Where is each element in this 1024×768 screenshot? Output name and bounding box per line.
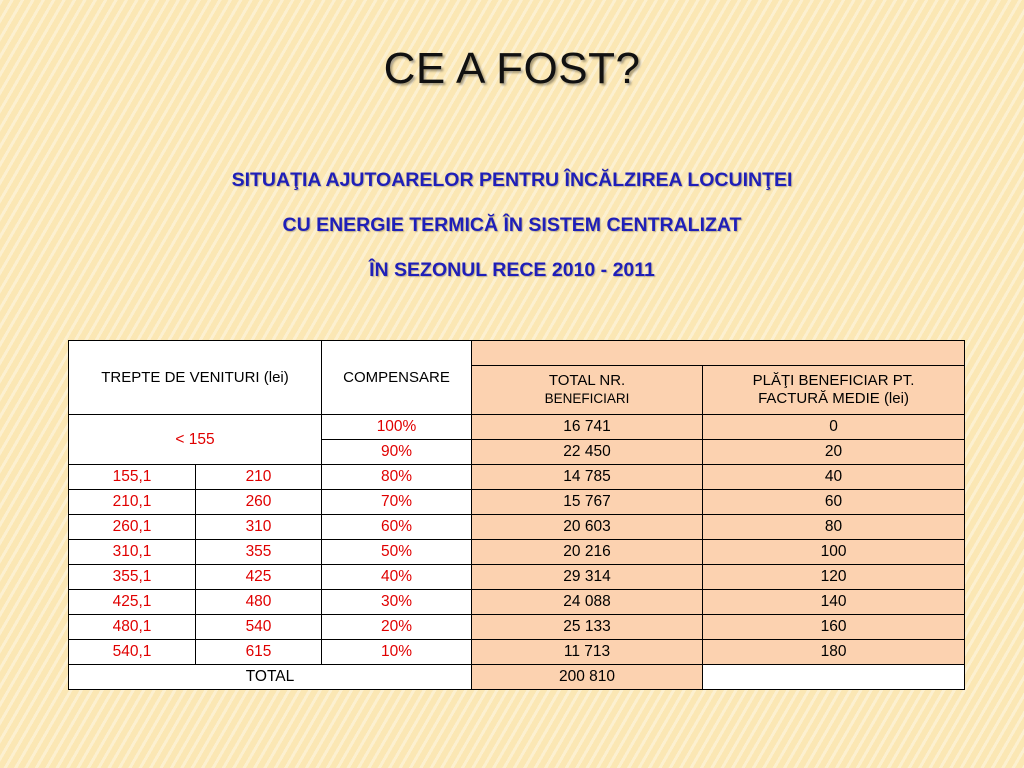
compensation-cell: 90% (322, 440, 472, 465)
subtitle-line-3: ÎN SEZONUL RECE 2010 - 2011 (369, 259, 655, 281)
subsidy-table (68, 340, 965, 690)
total-cell: 20 216 (472, 540, 703, 565)
header-payments-line2: FACTURĂ MEDIE (lei) (758, 390, 909, 407)
compensation-cell: 20% (322, 615, 472, 640)
table-row (69, 540, 965, 565)
income-to-cell: 210 (196, 465, 322, 490)
income-to-cell: 540 (196, 615, 322, 640)
income-from-cell: 540,1 (69, 640, 196, 665)
table-body (69, 341, 965, 690)
payment-cell: 60 (703, 490, 965, 515)
subtitle-line-2: CU ENERGIE TERMICĂ ÎN SISTEM CENTRALIZAT (282, 214, 742, 236)
income-from-cell: 310,1 (69, 540, 196, 565)
total-cell: 24 088 (472, 590, 703, 615)
header-payments-line1: PLĂŢI BENEFICIAR PT. (752, 372, 915, 389)
payment-cell: 120 (703, 565, 965, 590)
total-label: TOTAL (69, 665, 472, 690)
header-total-line2: BENEFICIARI (544, 391, 630, 406)
payment-cell: 40 (703, 465, 965, 490)
income-to-cell: 480 (196, 590, 322, 615)
subtitle-line-1: SITUAŢIA AJUTOARELOR PENTRU ÎNCĂLZIREA LOCUINŢEI (231, 169, 793, 191)
total-row (69, 665, 965, 690)
payment-cell: 160 (703, 615, 965, 640)
table-row (69, 415, 965, 440)
header-total-beneficiaries (472, 366, 703, 415)
compensation-cell: 80% (322, 465, 472, 490)
payment-cell: 140 (703, 590, 965, 615)
income-from-cell: 155,1 (69, 465, 196, 490)
income-from-cell: 480,1 (69, 615, 196, 640)
table-row (69, 615, 965, 640)
payment-cell: 80 (703, 515, 965, 540)
compensation-cell: 100% (322, 415, 472, 440)
total-cell: 15 767 (472, 490, 703, 515)
total-cell: 22 450 (472, 440, 703, 465)
total-cell: 25 133 (472, 615, 703, 640)
total-empty-cell (703, 665, 965, 690)
header-compensation: COMPENSARE (322, 341, 472, 415)
total-cell: 11 713 (472, 640, 703, 665)
total-cell: 16 741 (472, 415, 703, 440)
compensation-cell: 30% (322, 590, 472, 615)
total-cell: 29 314 (472, 565, 703, 590)
header-income-steps: TREPTE DE VENITURI (lei) (69, 341, 322, 415)
income-from-cell: 260,1 (69, 515, 196, 540)
slide-title: CE A FOST? (383, 44, 641, 93)
total-cell: 14 785 (472, 465, 703, 490)
compensation-cell: 40% (322, 565, 472, 590)
income-from-cell: 355,1 (69, 565, 196, 590)
total-value: 200 810 (472, 665, 703, 690)
subtitle (0, 158, 1024, 293)
income-from-cell: 425,1 (69, 590, 196, 615)
income-to-cell: 310 (196, 515, 322, 540)
payment-cell: 180 (703, 640, 965, 665)
table-row (69, 640, 965, 665)
table-row (69, 465, 965, 490)
income-to-cell: 425 (196, 565, 322, 590)
table-row (69, 590, 965, 615)
table-row (69, 515, 965, 540)
compensation-cell: 10% (322, 640, 472, 665)
total-cell: 20 603 (472, 515, 703, 540)
payment-cell: 100 (703, 540, 965, 565)
header-payments (703, 366, 965, 415)
compensation-cell: 60% (322, 515, 472, 540)
payment-cell: 0 (703, 415, 965, 440)
income-from-cell: 210,1 (69, 490, 196, 515)
income-to-cell: 615 (196, 640, 322, 665)
income-to-cell: 355 (196, 540, 322, 565)
compensation-cell: 70% (322, 490, 472, 515)
payment-cell: 20 (703, 440, 965, 465)
header-total-line1: TOTAL NR. (548, 372, 626, 389)
header-empty-band (472, 341, 965, 366)
table-row (69, 490, 965, 515)
compensation-cell: 50% (322, 540, 472, 565)
table-row (69, 565, 965, 590)
income-band-under-155: < 155 (69, 415, 322, 465)
income-to-cell: 260 (196, 490, 322, 515)
